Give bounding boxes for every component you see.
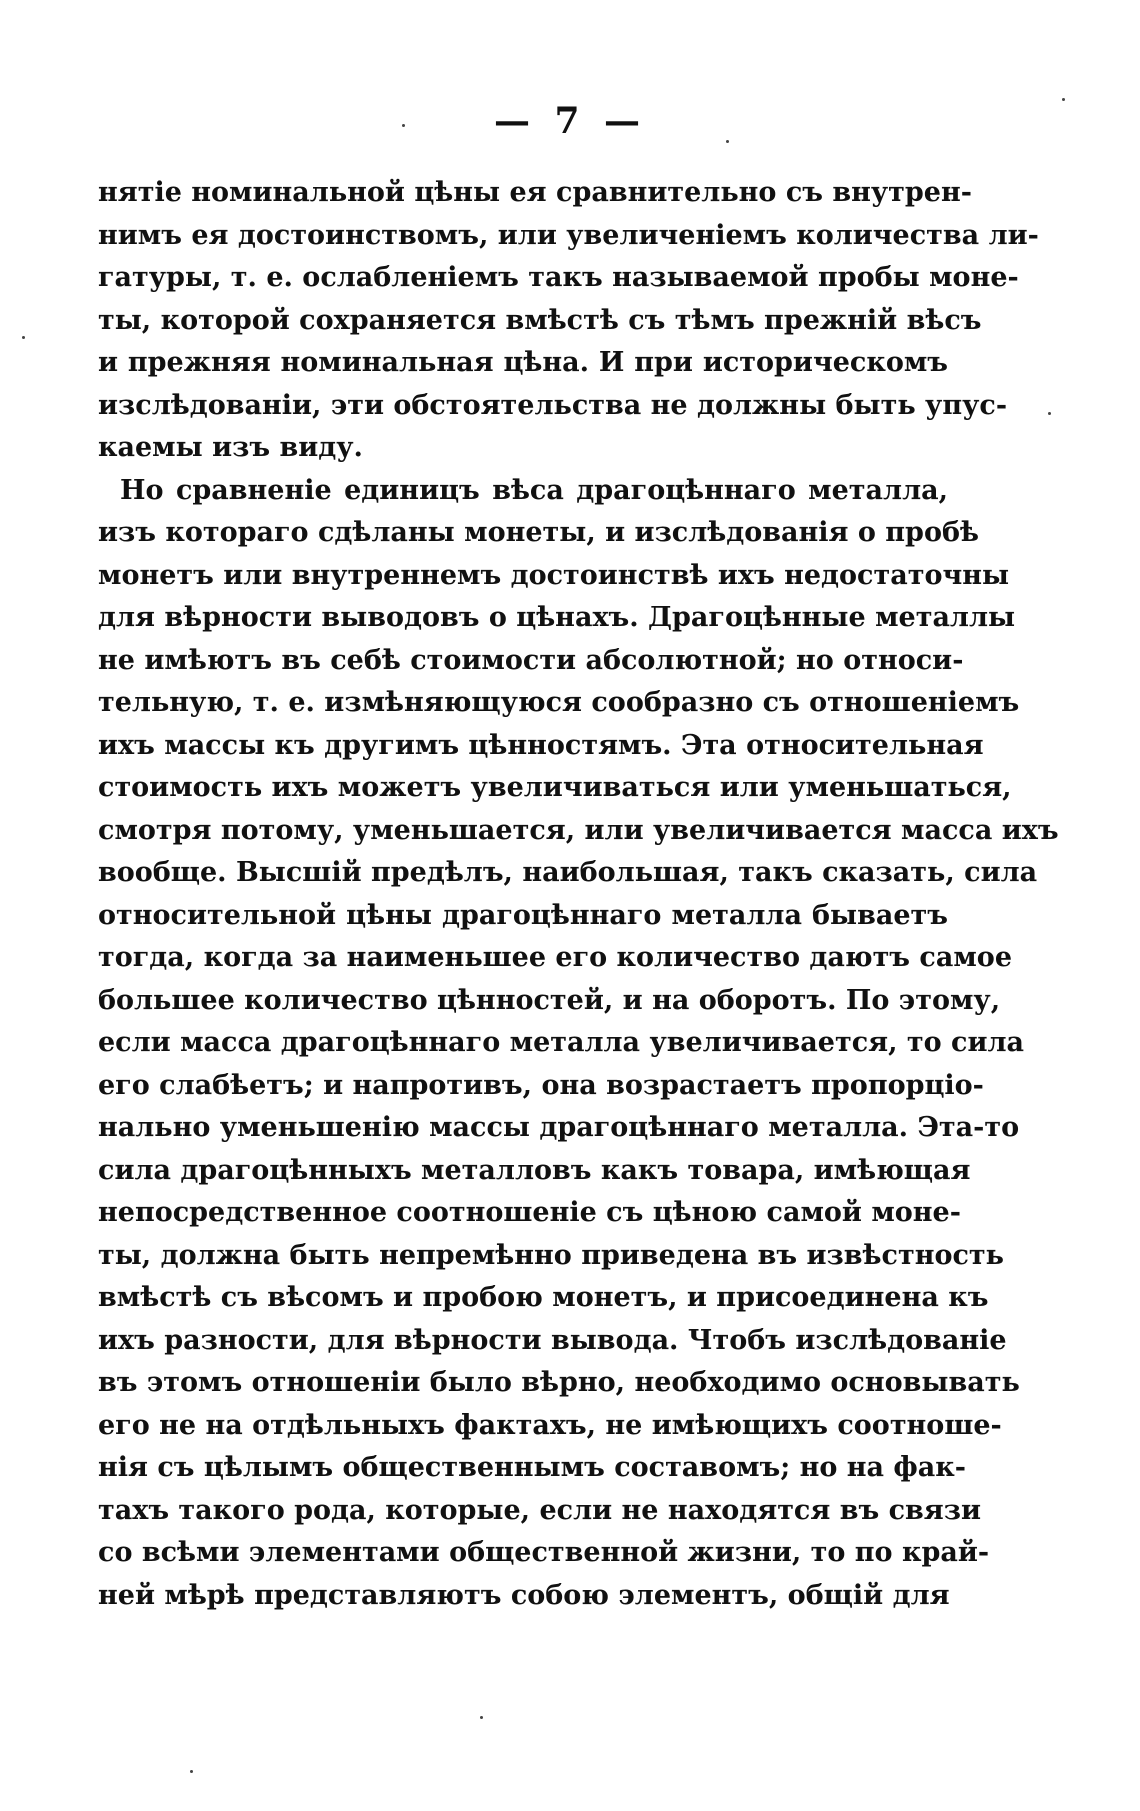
text-line: большее количество цѣнностей, и на оборотъ. По этому, xyxy=(98,984,1001,1016)
text-line: нимъ ея достоинствомъ, или увеличеніемъ количества ли- xyxy=(98,219,1039,251)
text-line: ней мѣрѣ представляютъ собою элементъ, общій для xyxy=(98,1579,950,1611)
text-line: гатуры, т. е. ослабленіемъ такъ называемой пробы моне- xyxy=(98,262,1019,293)
scan-speck xyxy=(402,124,405,127)
text-line: стоимость ихъ можетъ увеличиваться или уменьшаться, xyxy=(98,772,1012,803)
text-line: ихъ разности, для вѣрности вывода. Чтобъ изслѣдованіе xyxy=(98,1324,1007,1356)
text-line: каемы изъ виду. xyxy=(98,432,363,463)
text-line: нія съ цѣлымъ общественнымъ составомъ; но на фак- xyxy=(98,1452,966,1483)
page-number: — 7 — xyxy=(493,100,647,142)
text-line: тахъ такого рода, которые, если не находятся въ связи xyxy=(98,1494,981,1526)
text-line: ты, которой сохраняется вмѣстѣ съ тѣмъ прежній вѣсъ xyxy=(98,304,982,336)
text-line: со всѣми элементами общественной жизни, то по край- xyxy=(98,1537,990,1568)
text-line: смотря потому, уменьшается, или увеличивается масса ихъ xyxy=(98,814,1059,846)
text-line: не имѣютъ въ себѣ стоимости абсолютной; но относи- xyxy=(98,644,964,676)
text-line: ты, должна быть непремѣнно приведена въ извѣстность xyxy=(98,1239,1004,1271)
text-line: сила драгоцѣнныхъ металловъ какъ товара, имѣющая xyxy=(98,1154,971,1186)
scan-speck xyxy=(726,140,729,143)
text-line: монетъ или внутреннемъ достоинствѣ ихъ недостаточны xyxy=(98,559,1010,591)
scan-speck xyxy=(1048,412,1051,415)
text-line: ихъ массы къ другимъ цѣнностямъ. Эта относительная xyxy=(98,729,984,761)
text-line: изъ котораго сдѣланы монеты, и изслѣдованія о пробѣ xyxy=(98,517,979,548)
text-line: вообще. Высшій предѣлъ, наибольшая, такъ сказать, сила xyxy=(98,857,1038,888)
scan-speck xyxy=(22,336,25,339)
text-line: нятіе номинальной цѣны ея сравнительно съ внутрен- xyxy=(98,177,972,208)
text-line: нально уменьшенію массы драгоцѣннаго металла. Эта-то xyxy=(98,1112,1020,1143)
scan-speck xyxy=(1062,98,1065,101)
scan-speck xyxy=(190,1770,193,1773)
text-line: изслѣдованіи, эти обстоятельства не должны быть упус- xyxy=(98,389,1008,421)
scan-speck xyxy=(480,1716,483,1719)
text-line: вмѣстѣ съ вѣсомъ и пробою монетъ, и присоединена къ xyxy=(98,1282,989,1313)
text-line: тельную, т. е. измѣняющуюся сообразно съ отношеніемъ xyxy=(98,687,1020,718)
text-line: его слабѣетъ; и напротивъ, она возрастаетъ пропорціо- xyxy=(98,1069,984,1101)
text-line: Но сравненіе единицъ вѣса драгоцѣннаго металла, xyxy=(120,474,948,506)
text-line: его не на отдѣльныхъ фактахъ, не имѣющихъ соотноше- xyxy=(98,1409,1002,1441)
text-line: въ этомъ отношеніи было вѣрно, необходимо основывать xyxy=(98,1367,1020,1398)
text-line: тогда, когда за наименьшее его количество даютъ самое xyxy=(98,942,1012,973)
body-text xyxy=(98,172,1059,1617)
text-line: непосредственное соотношеніе съ цѣною самой моне- xyxy=(98,1197,961,1228)
text-line: относительной цѣны драгоцѣннаго металла бываетъ xyxy=(98,899,948,931)
text-line: если масса драгоцѣннаго металла увеличивается, то сила xyxy=(98,1027,1025,1058)
text-line: для вѣрности выводовъ о цѣнахъ. Драгоцѣнные металлы xyxy=(98,602,1016,633)
text-line: и прежняя номинальная цѣна. И при историческомъ xyxy=(98,347,948,378)
